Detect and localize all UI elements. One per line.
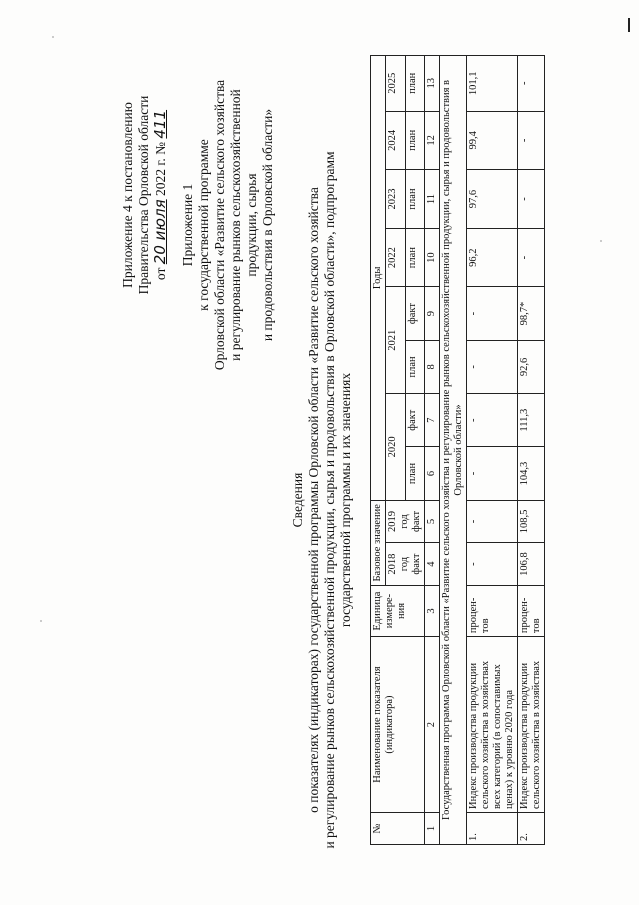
table-row bbox=[518, 56, 545, 845]
row-name: Индекс производства продукции сельского хозяйства в хозяйствах всех категорий (в сопоставимых ценах) к уровню 2020 года bbox=[467, 637, 518, 813]
row-value: 92,6 bbox=[518, 340, 545, 393]
title-line: государственной программы и их значениях bbox=[338, 372, 353, 628]
row-value: - bbox=[467, 394, 518, 447]
date-prefix: от bbox=[153, 267, 168, 281]
header-line-1: Приложение 4 к постановлению bbox=[120, 102, 135, 288]
header-2024: 2024 bbox=[386, 111, 406, 170]
header-unit: Единица измере-ния bbox=[371, 585, 425, 636]
title-line: о показателях (индикаторах) государственной программы Орловской области «Развитие сельского хозяйства bbox=[306, 187, 321, 813]
row-value: 99,4 bbox=[467, 111, 518, 170]
header-2019: 2019 год факт bbox=[386, 500, 425, 543]
col-number: 7 bbox=[425, 394, 440, 447]
col-number: 4 bbox=[425, 543, 440, 586]
col-number: 11 bbox=[425, 170, 440, 229]
row-value: - bbox=[467, 543, 518, 586]
row-num: 2. bbox=[518, 813, 545, 845]
row-value: - bbox=[518, 228, 545, 287]
handwritten-date: 20 июля bbox=[151, 199, 169, 265]
col-number: 13 bbox=[425, 56, 440, 112]
header-fact: факт bbox=[405, 287, 425, 340]
column-number-row bbox=[425, 56, 440, 845]
header-2022: 2022 bbox=[386, 228, 406, 287]
header-2025: 2025 bbox=[386, 56, 406, 112]
header-date-line bbox=[152, 45, 169, 345]
header-2023: 2023 bbox=[386, 170, 406, 229]
row-unit: процен-тов bbox=[518, 585, 545, 636]
appendix-block bbox=[180, 50, 276, 400]
title-line: Сведения bbox=[290, 472, 305, 528]
program-row bbox=[440, 56, 467, 845]
header-plan: план bbox=[405, 56, 425, 112]
appendix-line: и регулирование рынков сельскохозяйственной bbox=[228, 89, 243, 361]
row-value: - bbox=[518, 56, 545, 112]
row-value: - bbox=[467, 340, 518, 393]
header-2020: 2020 bbox=[386, 394, 406, 501]
handwritten-number: 411 bbox=[151, 109, 169, 139]
table-header-row bbox=[371, 56, 386, 845]
row-name: Индекс производства продукции сельского хозяйства в хозяйствах bbox=[518, 637, 545, 813]
header-fact: факт bbox=[405, 394, 425, 447]
row-value: 97,6 bbox=[467, 170, 518, 229]
header-line-2: Правительства Орловской области bbox=[136, 95, 151, 295]
header-plan: план bbox=[405, 447, 425, 500]
appendix-line: и продовольствия в Орловской области» bbox=[260, 108, 275, 342]
col-number: 2 bbox=[425, 637, 440, 813]
title-line: и регулирование рынков сельскохозяйственной продукции, сырья и продовольствия в Орловской области», подпрограмм bbox=[322, 151, 337, 849]
program-title: Государственная программа Орловской области «Развитие сельского хозяйства и регулирование рынков сельскохозяйственной продукции, сырья и продовольствия в Орловской области» bbox=[440, 56, 467, 845]
col-number: 9 bbox=[425, 287, 440, 340]
row-value: 111,3 bbox=[518, 394, 545, 447]
row-value: - bbox=[518, 170, 545, 229]
row-value: 108,5 bbox=[518, 500, 545, 543]
row-unit: процен-тов bbox=[467, 585, 518, 636]
header-name: Наименование показателя (индикатора) bbox=[371, 637, 425, 813]
col-number: 3 bbox=[425, 585, 440, 636]
indicators-table bbox=[370, 55, 545, 845]
header-plan: план bbox=[405, 340, 425, 393]
header-plan: план bbox=[405, 111, 425, 170]
year-text: 2022 г. № bbox=[153, 141, 168, 196]
row-value: 96,2 bbox=[467, 228, 518, 287]
header-years: Годы bbox=[371, 56, 386, 501]
header-num: № bbox=[371, 813, 425, 845]
header-2018: 2018 год факт bbox=[386, 543, 425, 586]
header-plan: план bbox=[405, 170, 425, 229]
row-value: - bbox=[467, 500, 518, 543]
col-number: 6 bbox=[425, 447, 440, 500]
col-number: 8 bbox=[425, 340, 440, 393]
header-base: Базовое значение bbox=[371, 500, 386, 585]
table-row bbox=[467, 56, 518, 845]
appendix-line: продукции, сырья bbox=[244, 173, 259, 277]
document-title bbox=[290, 150, 354, 850]
row-value: - bbox=[518, 111, 545, 170]
row-value: 104,3 bbox=[518, 447, 545, 500]
row-value: - bbox=[467, 287, 518, 340]
row-value: 98,7* bbox=[518, 287, 545, 340]
header-2021: 2021 bbox=[386, 287, 406, 394]
resolution-header bbox=[120, 45, 169, 345]
row-num: 1. bbox=[467, 813, 518, 845]
col-number: 1 bbox=[425, 813, 440, 845]
col-number: 5 bbox=[425, 500, 440, 543]
col-number: 12 bbox=[425, 111, 440, 170]
col-number: 10 bbox=[425, 228, 440, 287]
row-value: 101,1 bbox=[467, 56, 518, 112]
header-plan: план bbox=[405, 228, 425, 287]
appendix-line: к государственной программе bbox=[196, 139, 211, 311]
row-value: - bbox=[467, 447, 518, 500]
appendix-line: Орловской области «Развитие сельского хозяйства bbox=[212, 79, 227, 371]
row-value: 106,8 bbox=[518, 543, 545, 586]
appendix-line: Приложение 1 bbox=[180, 183, 195, 267]
